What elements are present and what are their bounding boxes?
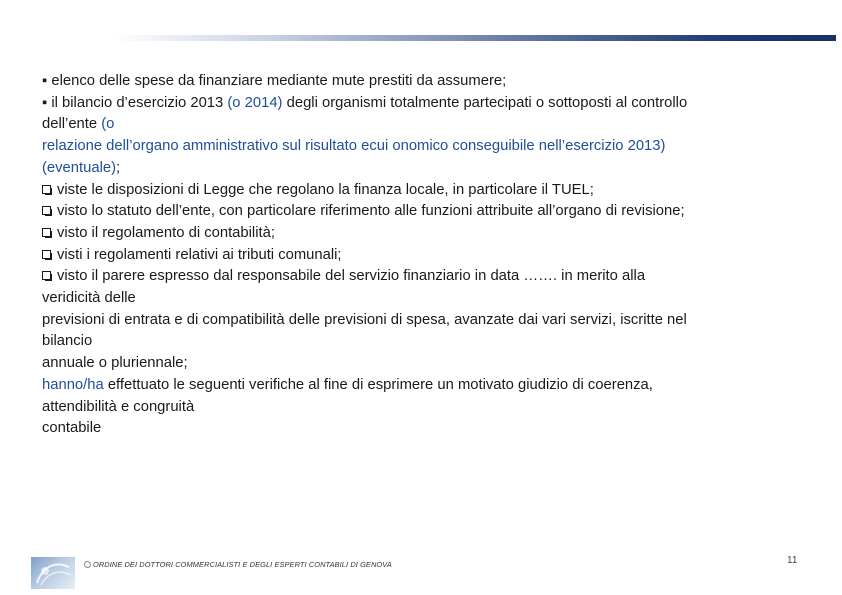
- text-line-5: (eventuale);: [42, 159, 121, 176]
- checkbox-bullet-icon: [42, 185, 51, 194]
- checkbox-bullet-icon: [42, 228, 51, 237]
- order-logo-icon: [31, 557, 75, 589]
- text-line-11: veridicità delle: [42, 290, 136, 307]
- text-line-10: visto il parere espresso dal responsabile del servizio finanziario in data ……. in merito alla: [42, 266, 837, 288]
- text-line-8: visto il regolamento di contabilità;: [42, 223, 837, 245]
- text-line-1: ▪ elenco delle spese da finanziare mediante mute prestiti da assumere;: [42, 73, 507, 89]
- text-line-4: relazione dell’organo amministrativo sul risultato ecui onomico conseguibile nell’esercizio 2013): [42, 138, 666, 155]
- text-line-7: visto lo statuto dell’ente, con particolare riferimento alle funzioni attribuite all’organo di revisione;: [42, 201, 837, 223]
- checkbox-bullet-icon: [42, 271, 51, 280]
- text-line-3: dell’ente (o: [42, 116, 115, 133]
- slide-body-text: [42, 71, 837, 440]
- page-number: 11: [787, 555, 798, 566]
- footer-organization: ORDINE DEI DOTTORI COMMERCIALISTI E DEGLI ESPERTI CONTABILI DI GENOVA: [84, 560, 392, 569]
- text-line-14: annuale o pluriennale;: [42, 355, 188, 372]
- text-line-13: bilancio: [42, 333, 93, 350]
- text-line-9: visti i regolamenti relativi ai tributi comunali;: [42, 245, 837, 267]
- text-line-2: ▪ il bilancio d’esercizio 2013 (o 2014) degli organismi totalmente partecipati o sottoposti al controllo: [42, 94, 688, 111]
- text-line-16: attendibilità e congruità: [42, 398, 195, 415]
- text-line-17: contabile: [42, 420, 102, 437]
- checkbox-bullet-icon: [42, 206, 51, 215]
- text-line-12: previsioni di entrata e di compatibilità delle previsioni di spesa, avanzate dai vari servizi, iscritte nel: [42, 311, 687, 328]
- text-line-6: viste le disposizioni di Legge che regolano la finanza locale, in particolare il TUEL;: [42, 180, 837, 202]
- checkbox-bullet-icon: [42, 250, 51, 259]
- header-gradient-rule: [112, 35, 836, 41]
- text-line-15: hanno/ha effettuato le seguenti verifiche al fine di esprimere un motivato giudizio di coerenza,: [42, 376, 653, 393]
